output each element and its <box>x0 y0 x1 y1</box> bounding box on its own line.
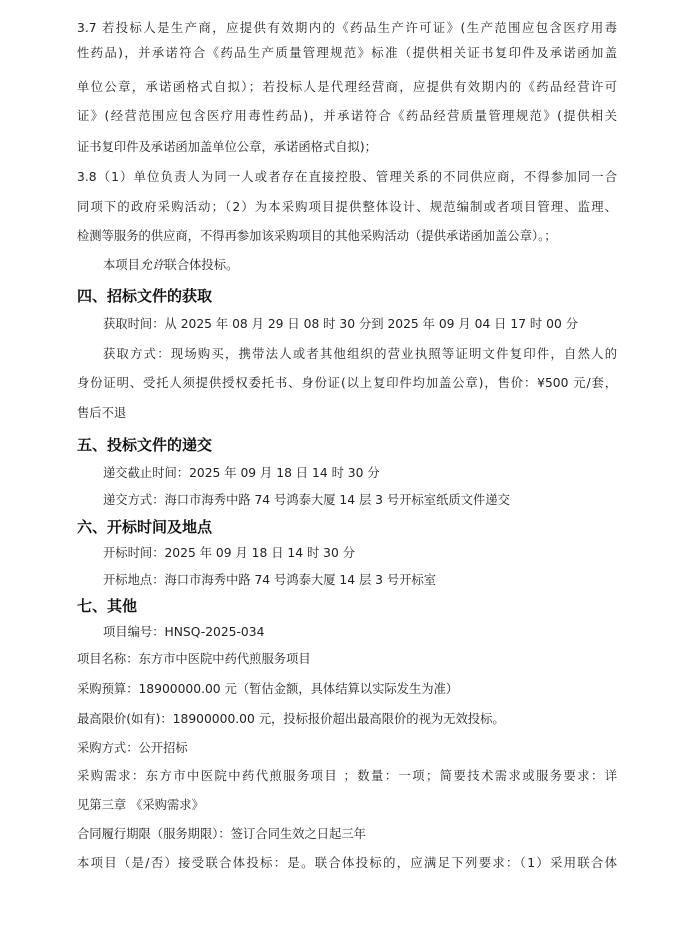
obtain-method-line-2: 身份证明、受托人须提供授权委托书、身份证(以上复印件均加盖公章)，售价：¥500 元/套， <box>77 376 617 390</box>
obtain-time: 获取时间：从 2025 年 08 月 29 日 08 时 30 分到 2025 年 09 月 04 日 17 时 00 分 <box>103 317 578 331</box>
clause-3-7-line-4: 证》(经营范围应包含医疗用毒性药品)，并承诺符合《药品经营质量管理规范》(提供相关 <box>77 109 617 123</box>
consortium-note <box>103 257 617 273</box>
open-place: 开标地点：海口市海秀中路 74 号鸿泰大厦 14 层 3 号开标室 <box>103 573 437 587</box>
section-heading-6: 六、开标时间及地点 <box>77 518 213 536</box>
open-time: 开标时间：2025 年 09 月 18 日 14 时 30 分 <box>103 546 356 560</box>
contract-period: 合同履行期限（服务期限）：签订合同生效之日起三年 <box>77 827 366 841</box>
procurement-demand-line-2: 见第三章 《采购需求》 <box>77 798 204 812</box>
consortium-requirement: 本项目（是/否）接受联合体投标：是。联合体投标的，应满足下列要求：（1）采用联合体 <box>77 856 617 870</box>
procurement-demand-line-1: 采购需求：东方市中医院中药代煎服务项目 ；数量：一项；简要技术需求或服务要求：详 <box>77 769 617 783</box>
max-price: 最高限价(如有)：18900000.00 元，投标报价超出最高限价的视为无效投标。 <box>77 712 505 726</box>
clause-3-7-line-1: 3.7 若投标人是生产商，应提供有效期内的《药品生产许可证》(生产范围应包含医疗用毒 <box>77 21 617 35</box>
clause-3-7-line-3: 单位公章，承诺函格式自拟）；若投标人是代理经营商，应提供有效期内的《药品经营许可 <box>77 80 617 94</box>
submit-deadline: 递交截止时间：2025 年 09 月 18 日 14 时 30 分 <box>103 466 380 480</box>
procurement-budget: 采购预算：18900000.00 元（暂估金额，具体结算以实际发生为准） <box>77 682 459 696</box>
consortium-suffix: 联合体投标。 <box>164 258 239 272</box>
section-heading-5: 五、投标文件的递交 <box>77 436 213 454</box>
project-name: 项目名称：东方市中医院中药代煎服务项目 <box>77 652 311 666</box>
procurement-method: 采购方式：公开招标 <box>77 741 188 755</box>
clause-3-7-line-2: 性药品)，并承诺符合《药品生产质量管理规范》标准（提供相关证书复印件及承诺函加盖 <box>77 46 617 60</box>
consortium-prefix: 本项目 <box>103 258 140 272</box>
section-heading-4: 四、招标文件的获取 <box>77 287 213 305</box>
clause-3-8-line-1: 3.8（1）单位负责人为同一人或者存在直接控股、管理关系的不同供应商，不得参加同一合 <box>77 170 617 184</box>
clause-3-7-line-5: 证书复印件及承诺函加盖单位公章，承诺函格式自拟)； <box>77 140 377 154</box>
submit-method: 递交方式：海口市海秀中路 74 号鸿泰大厦 14 层 3 号开标室纸质文件递交 <box>103 493 510 507</box>
obtain-method-line-3: 售后不退 <box>77 406 127 420</box>
obtain-method-line-1: 获取方式：现场购买，携带法人或者其他组织的营业执照等证明文件复印件，自然人的 <box>103 347 617 361</box>
clause-3-8-line-2: 同项下的政府采购活动；（2）为本采购项目提供整体设计、规范编制或者项目管理、监理、 <box>77 200 617 214</box>
project-number: 项目编号：HNSQ-2025-034 <box>103 625 265 639</box>
section-heading-7: 七、其他 <box>77 597 138 615</box>
consortium-allow: 允许 <box>139 258 165 272</box>
clause-3-8-line-3: 检测等服务的供应商，不得再参加该采购项目的其他采购活动（提供承诺函加盖公章）。； <box>77 229 557 243</box>
